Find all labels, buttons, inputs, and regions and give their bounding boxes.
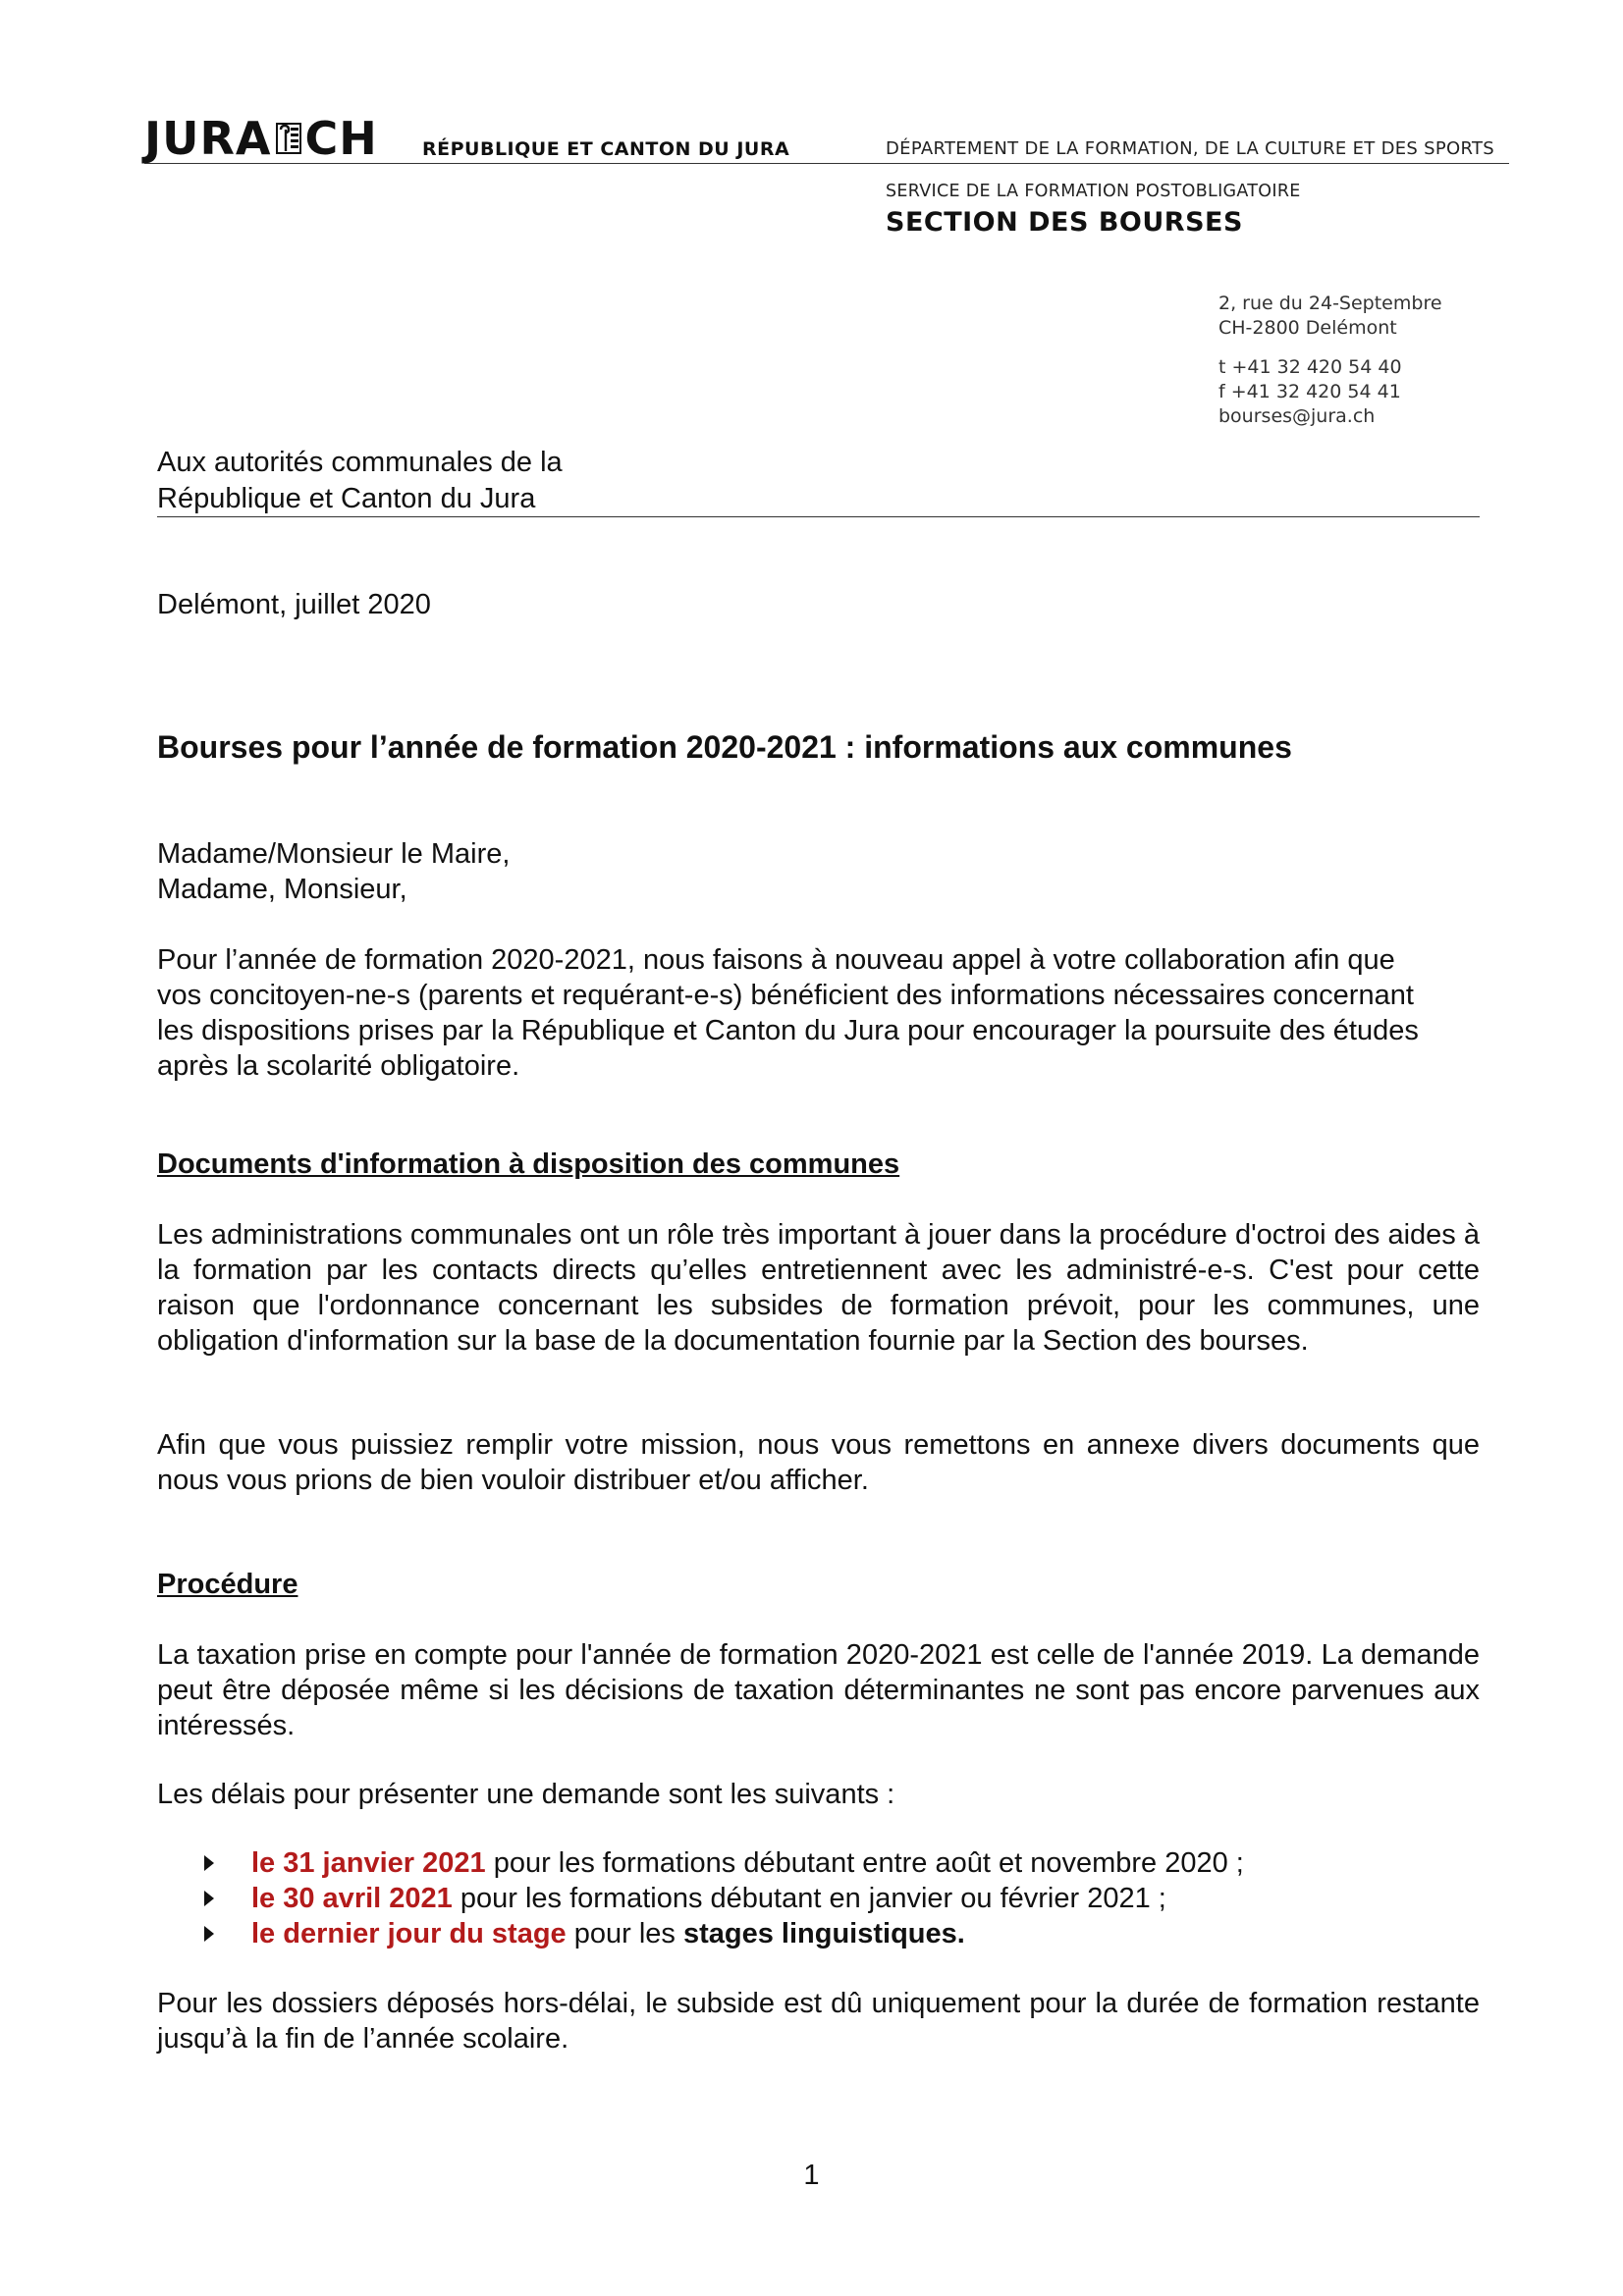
triangle-bullet-icon — [204, 1891, 214, 1906]
crozier-emblem-icon — [276, 122, 301, 155]
deadline-description: pour les formations débutant en janvier ou février 2021 ; — [452, 1883, 1166, 1914]
recipient-divider — [157, 516, 1480, 517]
deadline-item — [204, 1881, 1471, 1916]
salutation-line-2: Madame, Monsieur, — [157, 874, 407, 905]
section-procedure-paragraph-1: La taxation prise en compte pour l'année de formation 2020-2021 est celle de l'année 2019. La demande peut être déposée même si les décisions de taxation déterminantes ne sont pas encore parvenues aux intéressés. — [157, 1639, 1480, 1741]
intro-line-4: après la scolarité obligatoire. — [157, 1050, 520, 1082]
address-phone: t +41 32 420 54 40 — [1218, 356, 1402, 378]
section-documents-paragraph-1: Les administrations communales ont un rôle très important à jouer dans la procédure d'octroi des aides à la formation par les contacts directs qu’elles entretiennent avec les administré-e-s. C'est pour cette raison que l'ordonnance concernant les subsides de formation prévoit, pour les communes, une obligation d'information sur la base de la documentation fournie par la Section des bourses. — [157, 1219, 1480, 1357]
header-divider — [144, 163, 1509, 164]
intro-line-2: vos concitoyen-ne-s (parents et requérant-e-s) bénéficient des informations nécessaires concernant — [157, 980, 1414, 1011]
section-procedure-paragraph-3: Pour les dossiers déposés hors-délai, le subside est dû uniquement pour la durée de formation restante jusqu’à la fin de l’année scolaire. — [157, 1988, 1480, 2055]
deadline-emphasis: stages linguistiques. — [682, 1918, 965, 1949]
section-procedure-paragraph-2: Les délais pour présenter une demande sont les suivants : — [157, 1779, 895, 1810]
logo-subtitle: RÉPUBLIQUE ET CANTON DU JURA — [422, 138, 790, 160]
address-city: CH-2800 Delémont — [1218, 317, 1397, 339]
triangle-bullet-icon — [204, 1855, 214, 1871]
recipient-line-2: République et Canton du Jura — [157, 483, 536, 514]
deadline-date: le 30 avril 2021 — [251, 1883, 453, 1914]
deadline-date: le dernier jour du stage — [251, 1918, 567, 1949]
intro-line-3: les dispositions prises par la République et Canton du Jura pour encourager la poursuite des études — [157, 1015, 1419, 1046]
section-heading-procedure: Procédure — [157, 1569, 298, 1600]
address-email: bourses@jura.ch — [1218, 405, 1376, 427]
section-heading-documents: Documents d'information à disposition des communes — [157, 1148, 900, 1180]
address-street: 2, rue du 24-Septembre — [1218, 293, 1442, 314]
letter-subject: Bourses pour l’année de formation 2020-2021 : informations aux communes — [157, 729, 1292, 765]
section-documents-paragraph-2: Afin que vous puissiez remplir votre mission, nous vous remettons en annexe divers documents que nous vous prions de bien vouloir distribuer et/ou afficher. — [157, 1429, 1480, 1496]
address-fax: f +41 32 420 54 41 — [1218, 381, 1401, 402]
jura-logo — [144, 112, 378, 165]
deadline-item — [204, 1916, 1471, 1951]
salutation-line-1: Madame/Monsieur le Maire, — [157, 838, 511, 870]
page-number: 1 — [803, 2160, 820, 2191]
deadline-date: le 31 janvier 2021 — [251, 1847, 486, 1879]
letter-date: Delémont, juillet 2020 — [157, 589, 431, 620]
section-name: SECTION DES BOURSES — [886, 207, 1243, 238]
deadline-description: pour les — [566, 1918, 683, 1949]
triangle-bullet-icon — [204, 1926, 214, 1942]
deadline-item — [204, 1845, 1471, 1881]
deadline-description: pour les formations débutant entre août et novembre 2020 ; — [485, 1847, 1244, 1879]
recipient-line-1: Aux autorités communales de la — [157, 447, 563, 478]
logo-text-left: JURA — [144, 112, 272, 165]
service-name: SERVICE DE LA FORMATION POSTOBLIGATOIRE — [886, 182, 1301, 201]
logo-text-right: CH — [304, 112, 378, 165]
department-name: DÉPARTEMENT DE LA FORMATION, DE LA CULTURE ET DES SPORTS — [886, 138, 1495, 159]
intro-line-1: Pour l’année de formation 2020-2021, nous faisons à nouveau appel à votre collaboration afin que — [157, 944, 1395, 976]
